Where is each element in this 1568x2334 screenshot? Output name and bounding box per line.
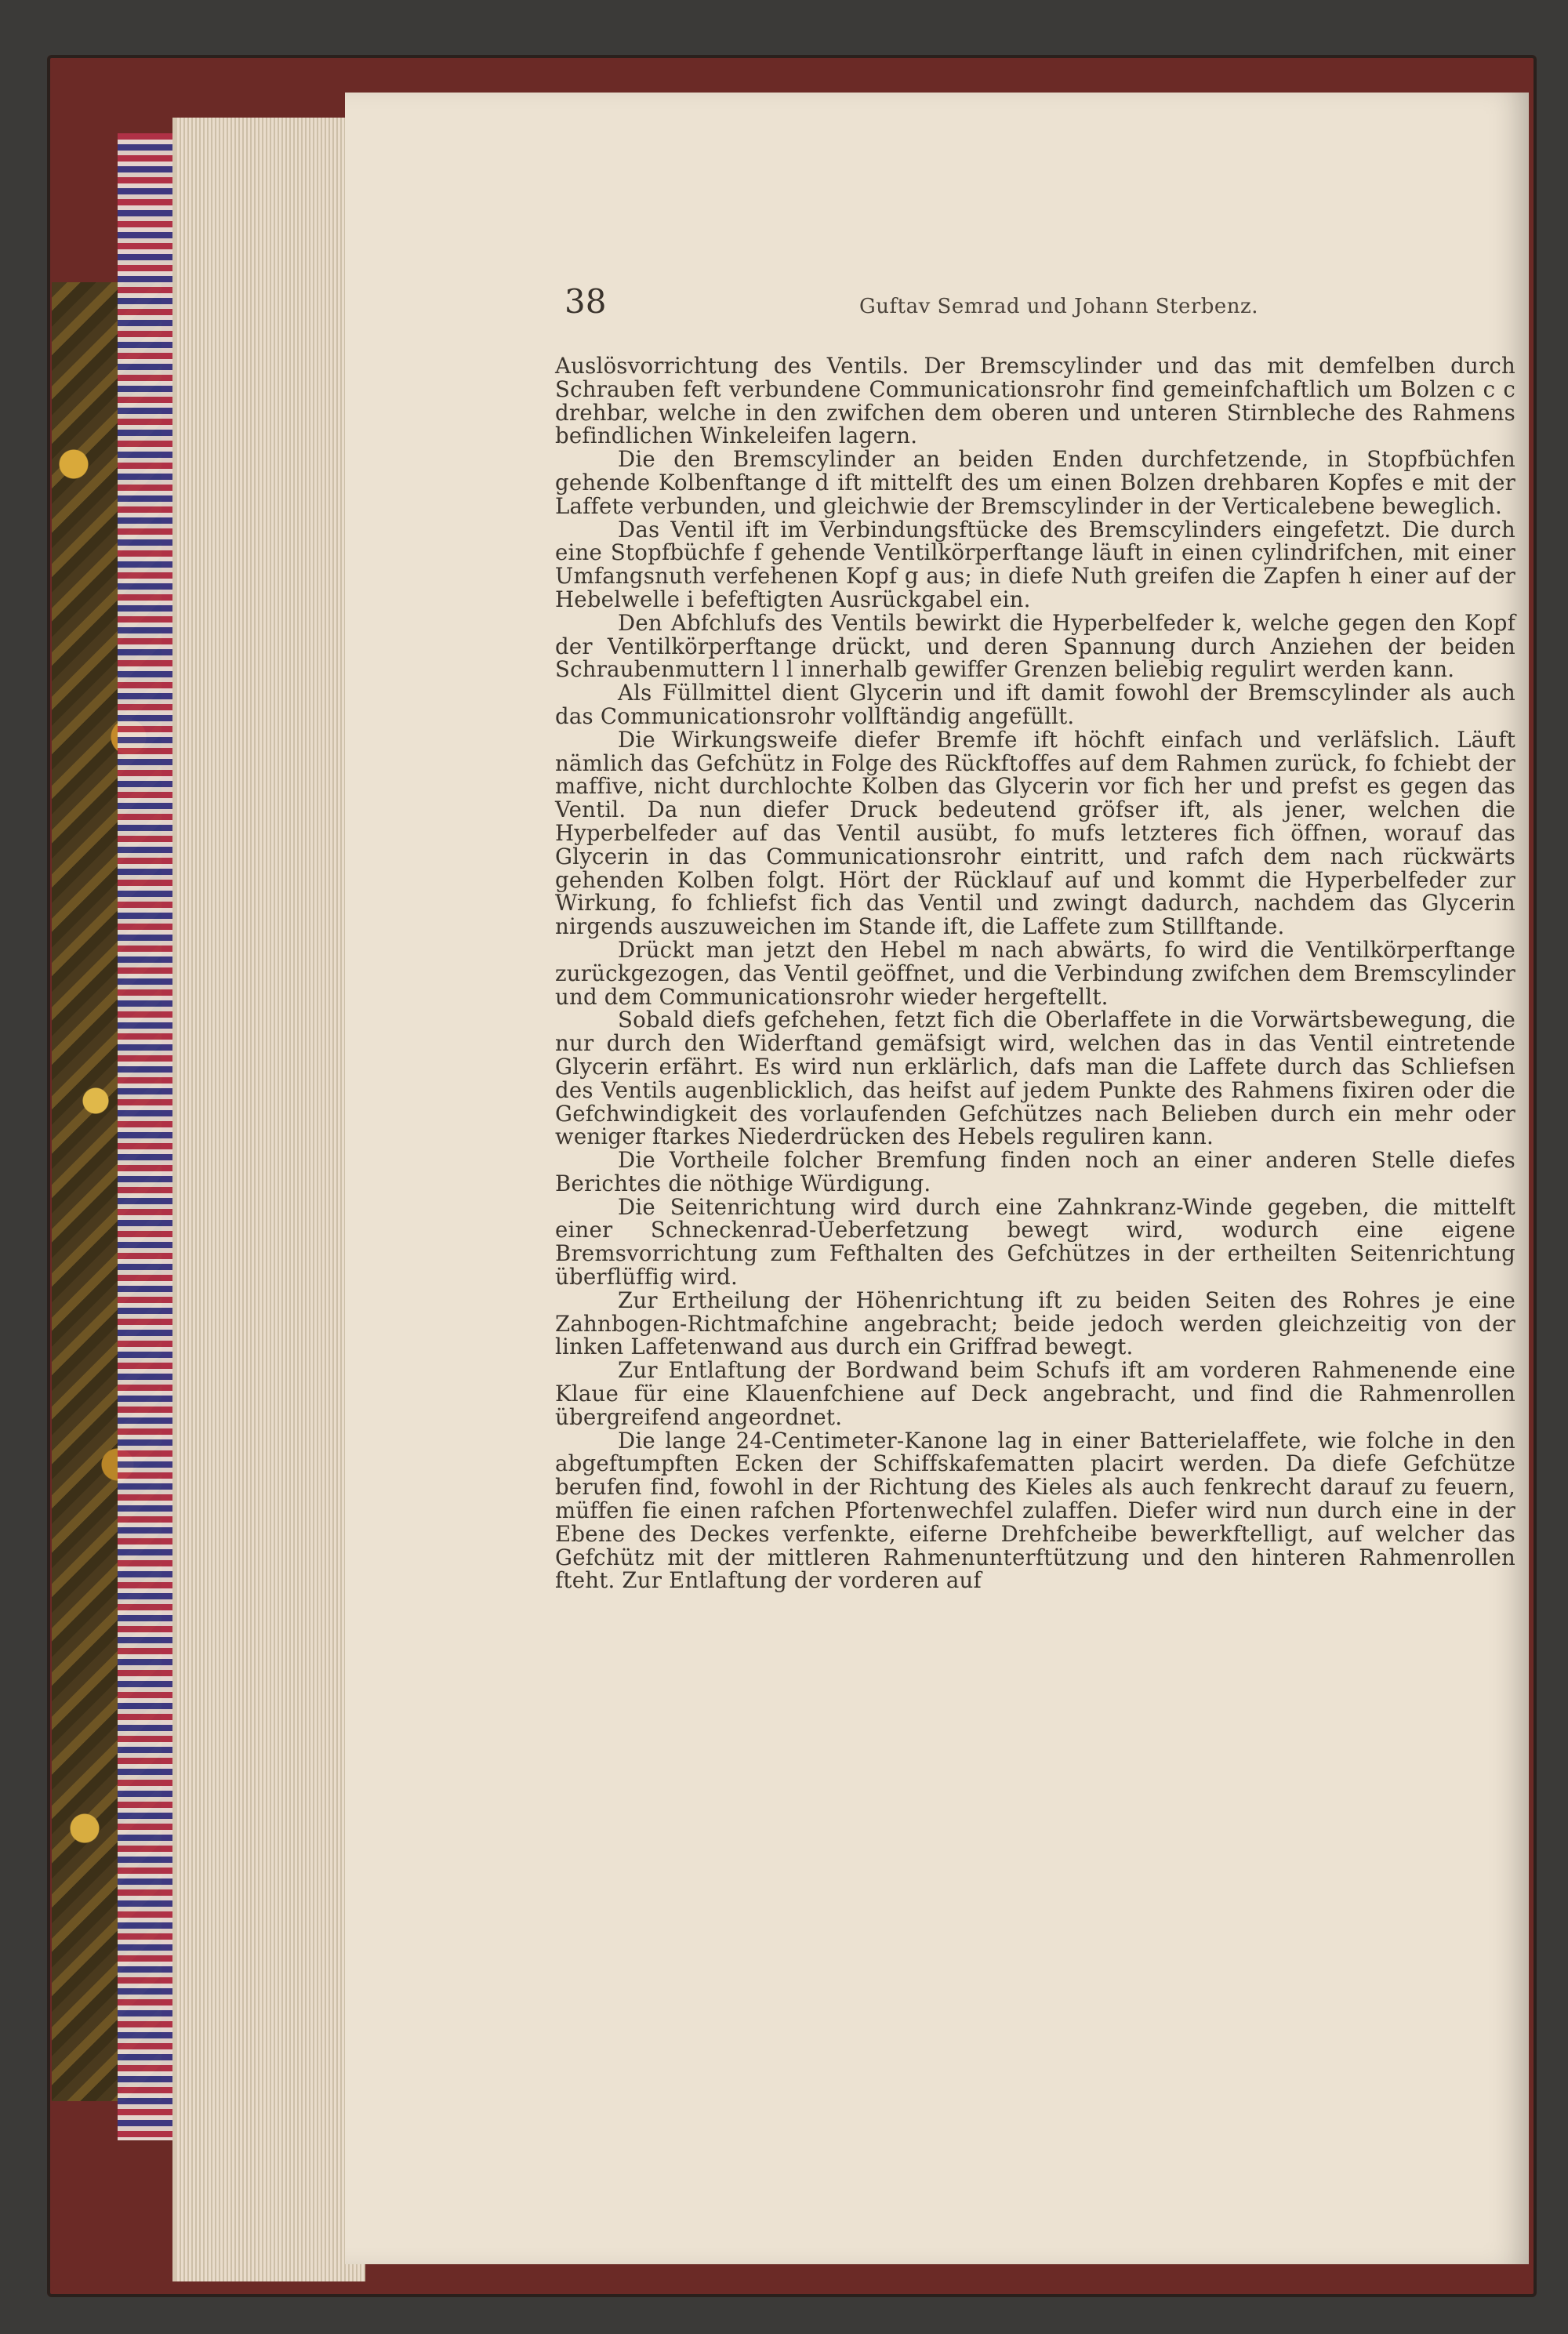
paragraph: Zur Entlaftung der Bordwand beim Schufs ift am vorderen Rahmenende eine Klaue für eine Klauenfchiene auf Deck angebracht, und find die Rahmenrollen übergreifend angeordnet. [555,1357,1515,1430]
paragraph: Die Wirkungsweife diefer Bremfe ift höchft einfach und verläfslich. Läuft nämlich das Gefchütz in Folge des Rückftoffes auf dem Rahmen zurück, fo fchiebt der maffive, nicht durchlochte Kolben das Glycerin vor fich her und prefst es gegen das Ventil. Da nun diefer Druck bedeutend gröfser ift, als jener, welchen die Hyperbelfeder auf das Ventil ausübt, fo mufs letzteres fich öffnen, worauf das Glycerin in das Communicationsrohr eintritt, und rafch dem nach rückwärts gehenden Kolben folgt. Hört der Rücklauf auf und kommt die Hyperbelfeder zur Wirkung, fo fchliefst fich das Ventil und zwingt dadurch, nachdem das Glycerin nirgends auszuweichen im Stande ift, die Laffete zum Stillftande. [555,726,1515,940]
paragraph: Die Seitenrichtung wird durch eine Zahnkranz-Winde gegeben, die mittelft einer Schneckenrad-Ueberfetzung bewegt wird, wodurch eine eigene Bremsvorrichtung zum Fefthalten des Gefchützes in der ertheilten Seitenrichtung überflüffig wird. [555,1193,1515,1290]
page-stack [172,118,365,2281]
paragraph: Drückt man jetzt den Hebel m nach abwärts, fo wird die Ventilkörperftange zurückgezogen, das Ventil geöffnet, und die Verbindung zwifchen dem Bremscylinder und dem Communicationsrohr wieder hergeftellt. [555,936,1515,1010]
body-text [555,354,1515,1592]
paragraph: Auslösvorrichtung des Ventils. Der Bremscylinder und das mit demfelben durch Schrauben feft verbundene Communicationsrohr find gemeinfchaftlich um Bolzen c c drehbar, welche in den zwifchen dem oberen und unteren Stirnbleche des Rahmens befindlichen Winkeleifen lagern. [555,353,1515,449]
paragraph: Sobald diefs gefchehen, fetzt fich die Oberlaffete in die Vorwärtsbewegung, die nur durch den Widerftand gemäfsigt wird, welchen das in das Ventil eintretende Glycerin erfährt. Es wird nun erklärlich, dafs man die Laffete durch das Schliefsen des Ventils augenblicklich, das heifst auf jedem Punkte des Rahmens fixiren oder die Gefchwindigkeit des vorlaufenden Gefchützes nach Belieben durch ein mehr oder weniger ftarkes Niederdrücken des Hebels reguliren kann. [555,1007,1515,1150]
paragraph: Zur Ertheilung der Höhenrichtung ift zu beiden Seiten des Rohres je eine Zahnbogen-Richtmafchine angebracht; beide jedoch werden gleichzeitig von der linken Laffetenwand aus durch ein Griffrad bewegt. [555,1287,1515,1360]
page-header [564,282,1317,337]
page-number: 38 [564,282,607,321]
paragraph: Die den Bremscylinder an beiden Enden durchfetzende, in Stopfbüchfen gehende Kolbenftange d ift mittelft des um einen Bolzen drehbaren Kopfes e mit der Laffete verbunden, und gleichwie der Bremscylinder in der Verticalebene beweglich. [555,446,1515,519]
paragraph: Die lange 24-Centimeter-Kanone lag in einer Batterielaffete, wie folche in den abgeftumpften Ecken der Schiffskafematten placirt werden. Da diefe Gefchütze berufen find, fowohl in der Richtung des Kieles als auch fenkrecht darauf zu feuern, müffen fie einen rafchen Pfortenwechfel zulaffen. Diefer wird nun durch eine in der Ebene des Deckes verfenkte, eiferne Drehfcheibe bewerkftelligt, auf welcher das Gefchütz mit der mittleren Rahmenunterftützung und den hinteren Rahmenrollen fteht. Zur Entlaftung der vorderen auf [555,1427,1515,1594]
paragraph: Den Abfchlufs des Ventils bewirkt die Hyperbelfeder k, welche gegen den Kopf der Ventilkörperftange drückt, und deren Spannung durch Anziehen der beiden Schraubenmuttern l l innerhalb gewiffer Grenzen beliebig regulirt werden kann. [555,609,1515,683]
paragraph: Die Vortheile folcher Bremfung finden noch an einer anderen Stelle diefes Berichtes die nöthige Würdigung. [555,1147,1515,1196]
paragraph: Als Füllmittel dient Glycerin und ift damit fowohl der Bremscylinder als auch das Communicationsrohr vollftändig angefüllt. [555,680,1515,729]
paragraph: Das Ventil ift im Verbindungsftücke des Bremscylinders eingefetzt. Die durch eine Stopfbüchfe f gehende Ventilkörperftange läuft in einen cylindrifchen, mit einer Umfangsnuth verfehenen Kopf g aus; in diefe Nuth greifen die Zapfen h einer auf der Hebelwelle i befeftigten Ausrückgabel ein. [555,516,1515,612]
running-head: Guftav Semrad und Johann Sterbenz. [859,295,1259,318]
